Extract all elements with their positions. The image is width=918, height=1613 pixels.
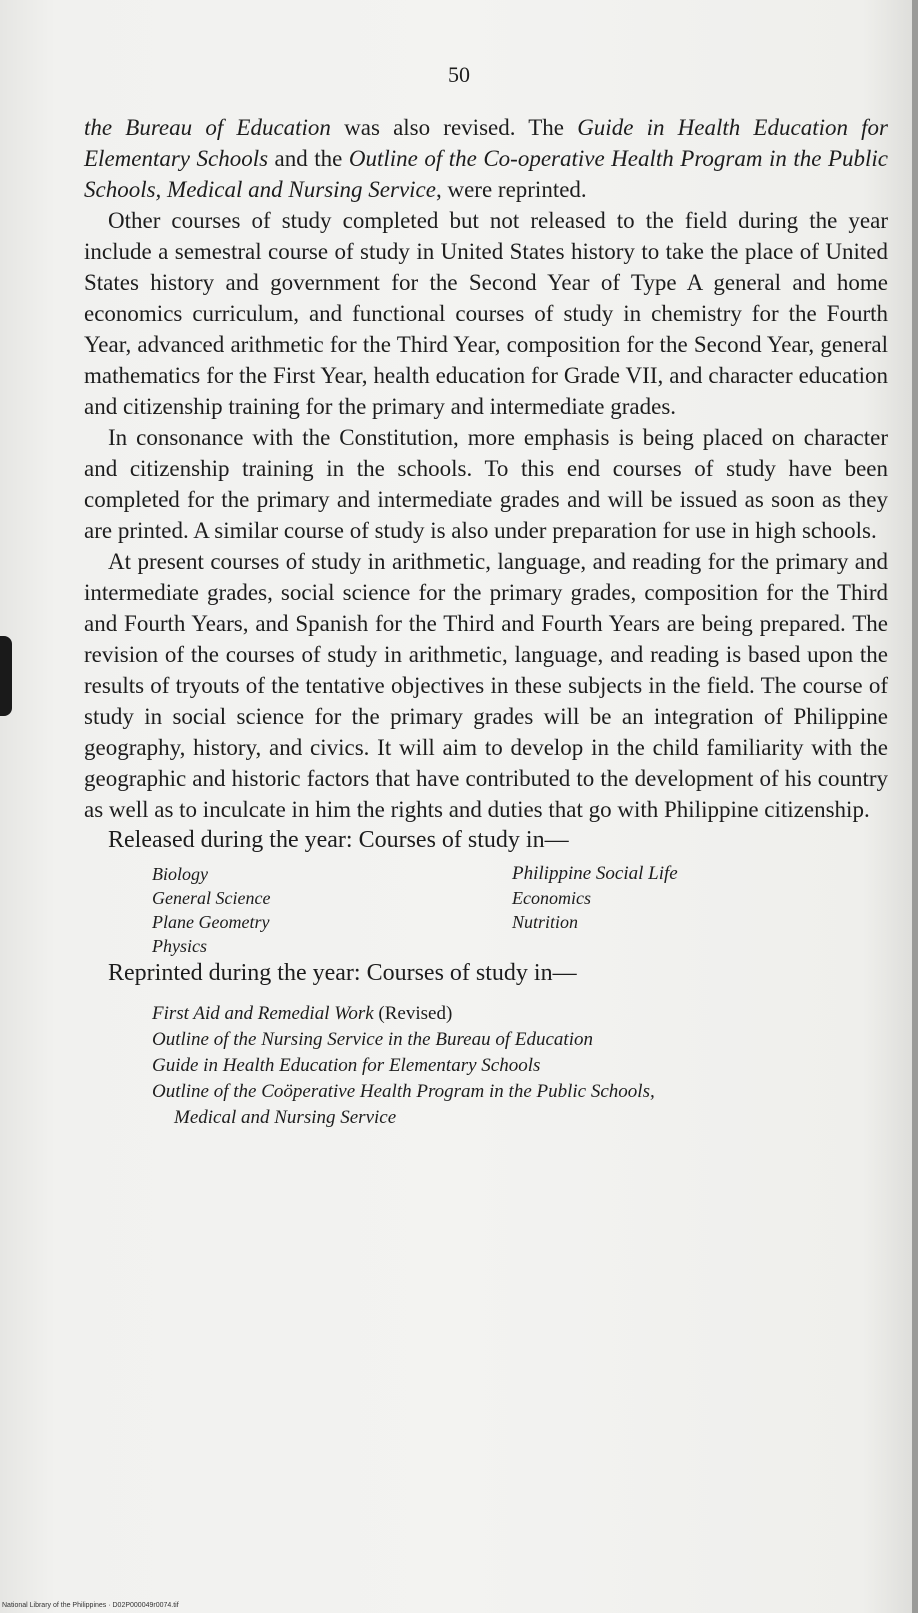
- released-heading: Released during the year: Courses of study in—: [108, 827, 569, 853]
- paragraph-continuation: the Bureau of Education was also revised. The Guide in Health Education for Elementary Schools and the Outline of the Co-operative Health Program in the Public Schools, Medical and Nursing Service, were reprinted.: [84, 115, 888, 202]
- list-item: Outline of the Coöperative Health Program in the Public Schools,: [152, 1081, 655, 1102]
- page-edge-shadow: [912, 0, 918, 1613]
- list-item: Plane Geometry: [152, 912, 270, 932]
- list-item: Medical and Nursing Service: [174, 1107, 397, 1128]
- list-item: First Aid and Remedial Work (Revised): [152, 1003, 453, 1024]
- list-item: General Science: [152, 888, 271, 908]
- paragraph-present-courses: At present courses of study in arithmetic, language, and reading for the primary and intermediate grades, social science for the primary grades, composition for the Third and Fourth Years, and Spanish for the Third and Fourth Years are being prepared. The revision of the courses of study in arithmetic, language, and reading is based upon the results of tryouts of the tentative objectives in these subjects in the field. The course of study in social science for the primary grades will be an integration of Philippine geography, history, and civics. It will aim to develop in the child familiarity with the geographic and historic factors that have contributed to the development of his country as well as to inculcate in him the rights and duties that go with Philippine citizenship.: [84, 549, 888, 822]
- list-item: Nutrition: [512, 912, 579, 932]
- list-item: Philippine Social Life: [512, 863, 678, 884]
- list-item: Guide in Health Education for Elementary Schools: [152, 1055, 541, 1076]
- scan-footer: National Library of the Philippines · D02P000049r0074.tif: [2, 1602, 179, 1609]
- paragraph-other-courses: Other courses of study completed but not released to the field during the year include a semestral course of study in United States history to take the place of United States history and government for the Second Year of Type A general and home economics curriculum, and functional courses of study in chemistry for the Fourth Year, advanced arithmetic for the Third Year, composition for the Second Year, general mathematics for the First Year, health education for Grade VII, and character education and citizenship training for the primary and intermediate grades.: [84, 208, 888, 419]
- title-guide-in-health-education: Guide in Health Education for Elementary Schools: [84, 115, 888, 171]
- page-number: 50: [448, 62, 470, 87]
- binding-mark: [0, 636, 12, 716]
- released-list-left: [152, 862, 512, 958]
- list-item: Biology: [152, 864, 208, 884]
- list-item: Economics: [512, 888, 591, 908]
- title-bureau-of-education: the Bureau of Education: [84, 115, 331, 140]
- reprinted-list: [152, 1001, 888, 1131]
- released-list-right: [512, 862, 872, 958]
- title-outline-cooperative-health: Outline of the Co-operative Health Program in the Public Schools, Medical and Nursing Service: [84, 146, 888, 202]
- list-item: Physics: [152, 936, 207, 956]
- list-item: Outline of the Nursing Service in the Bureau of Education: [152, 1029, 593, 1050]
- body-text: [84, 112, 888, 1131]
- reprinted-heading: Reprinted during the year: Courses of study in—: [108, 960, 577, 986]
- released-list: [152, 862, 888, 958]
- paragraph-constitution: In consonance with the Constitution, more emphasis is being placed on character and citizenship training in the schools. To this end courses of study have been completed for the primary and intermediate grades and will be issued as soon as they are printed. A similar course of study is also under preparation for use in high schools.: [84, 425, 888, 543]
